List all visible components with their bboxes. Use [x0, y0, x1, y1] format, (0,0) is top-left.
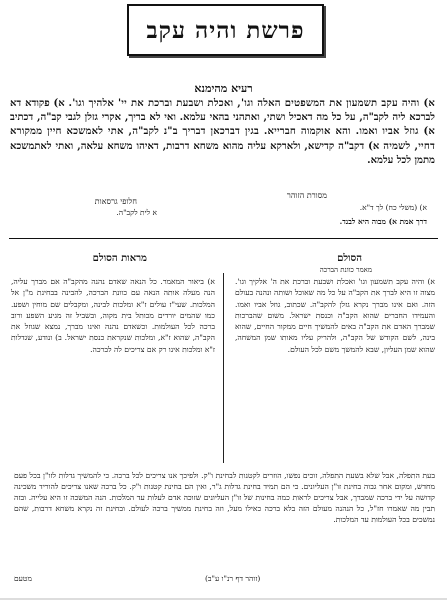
sulam-heading: הסולם — [337, 253, 362, 264]
parsha-title-text: פרשת והיה עקב — [146, 16, 305, 44]
chilufei-heading: חלופי גרסאות — [94, 197, 137, 206]
marot-text-b: ב) ונודע, שגדלות ז"א ומלכות אינו רק אם צריכים לה לברכה. — [11, 333, 215, 354]
footer-reference: (זוהר דף רנ"ו ע"ב) — [205, 574, 261, 583]
raya-text-d: א) דקב"ה קדישא, ולארקא עליה מהוא משחא דרבות, דאיהו משחא עלאה, ואתי לאתמשכא מתמן לכל עלמא. — [10, 140, 435, 166]
bottom-commentary: בעת התפלה, אבל שלא בשעת התפלה, זוכים נפשו, הוזרים לקטנות לבחינת ו"ק. ולפיכך אנו צריכים לכל ברכה. כי להמשיך גדלות לזו"ן בכל פעם מחדש, ומקום אחר גבוה בחינת זו"ן העליונים. כי הם תמיד בחינת גדלות ג"ר, ואין הם בחינת קטנות ו"ק. כל ברכה שאנו צריכים להוריד משכינה קדושה על ידי ברכה שמברך, אבל צריכים לראות כמה בחינות של זו"ן העליונים שזוכה אדם לעלות עד המלכות. הנה המשכה זו היא עלייה. ובזה תבין מה שאמרו חז"ל, כל הנהנה מעולם הזה בלא ברכה כאילו מעל, וזה בחינת ממשיך ברכה לעולם. ובחינת זה נקרא משחא דרבות, שהם נמשכים בכל העולמות עד המלכות. — [14, 471, 435, 524]
marot-text-a: א) ביאור המאמר. כל הנאה שאדם נהנה מהקב"ה אם מברך עליה, הנה מעלה אותה הנאה עם כוונת הברכה, להבינה בבחינת מ"ן אל המלכות. שעי"ז עולים ז"א ומלכות לבינה, ומקבלים שם מוחין ושפע. כמו שהמים יורדים מכותל בית מקוה, ובשביל זה מגיע השפע ורוב ברכה לכל העולמות. וכשאדם נהנה ואינו מברך, נמצא שגוזל את הקב"ה, שהוא ז"א, ומלכות שנקראת כנסת ישראל. — [11, 277, 215, 343]
marot-heading: מראות הסולם — [92, 253, 147, 264]
sulam-subheading: מאמר כוונת הברכה — [319, 266, 372, 274]
marot-text — [11, 276, 215, 355]
raya-subtitle: רעיא מהימנא — [194, 82, 253, 95]
column-rule — [223, 273, 224, 463]
raya-text-a: א) והיה עקב תשמעון את המשפטים האלה וגו', ואכלת ושבעת וברכת את יי' אלהיך וגו'. — [68, 98, 435, 109]
masoret-line-2: דרך אמת א) מבוה היא לבנד. — [339, 217, 427, 226]
sulam-text: א) והיה עקב תשמעון וגו' ואכלת ושבעת וברכת את ה' אלקיך וגו'. מצוה זו היא לברך את הקב"ה על כל מה שאוכל ושותה ונהנה בעולם הזה. ואם אינו מברך נקרא גזלן להקב"ה. שכתוב, גוזל אביו ואמו. והעמידו החברים שהוא הקב"ה וכנסת ישראל. משום שהברכות שמברך האדם את הקב"ה באים להמשיך חיים ממקור החיים, שהוא בינה, לשם הקודש של הקב"ה, ולהריק עליו מאותו שמן המשחה, שהוא שמן העליון, שבא להמשך משם לכל העולם. — [235, 277, 435, 354]
masoret-line-1: א) (משלי כח) לך ד"א. — [359, 203, 427, 212]
raya-text-c: א) גוזל אביו ואמו. והא אוקמוה חברייא. בגין דברכאן דבריך ב"נ לקב"ה, אתי לאמשכא חיין ממקורא דחיי, לשמיה — [10, 126, 435, 152]
raya-paragraph — [10, 97, 435, 168]
raya-text-b: א) פקודא דא לברכא ליה לקב"ה, על כל מה דאכיל ושתי, ואתהני בהאי עלמא. ואי לא בריך, אקרי גזלן לגבי קב"ה, דכתיב — [10, 98, 435, 124]
footer-catchword: מטעם — [14, 574, 32, 583]
masoret-heading: מסורת הזוהר — [286, 191, 327, 200]
chilufei-line-1: א לית לקב"ה. — [116, 208, 157, 217]
section-divider — [9, 238, 438, 239]
parsha-title — [127, 4, 324, 56]
